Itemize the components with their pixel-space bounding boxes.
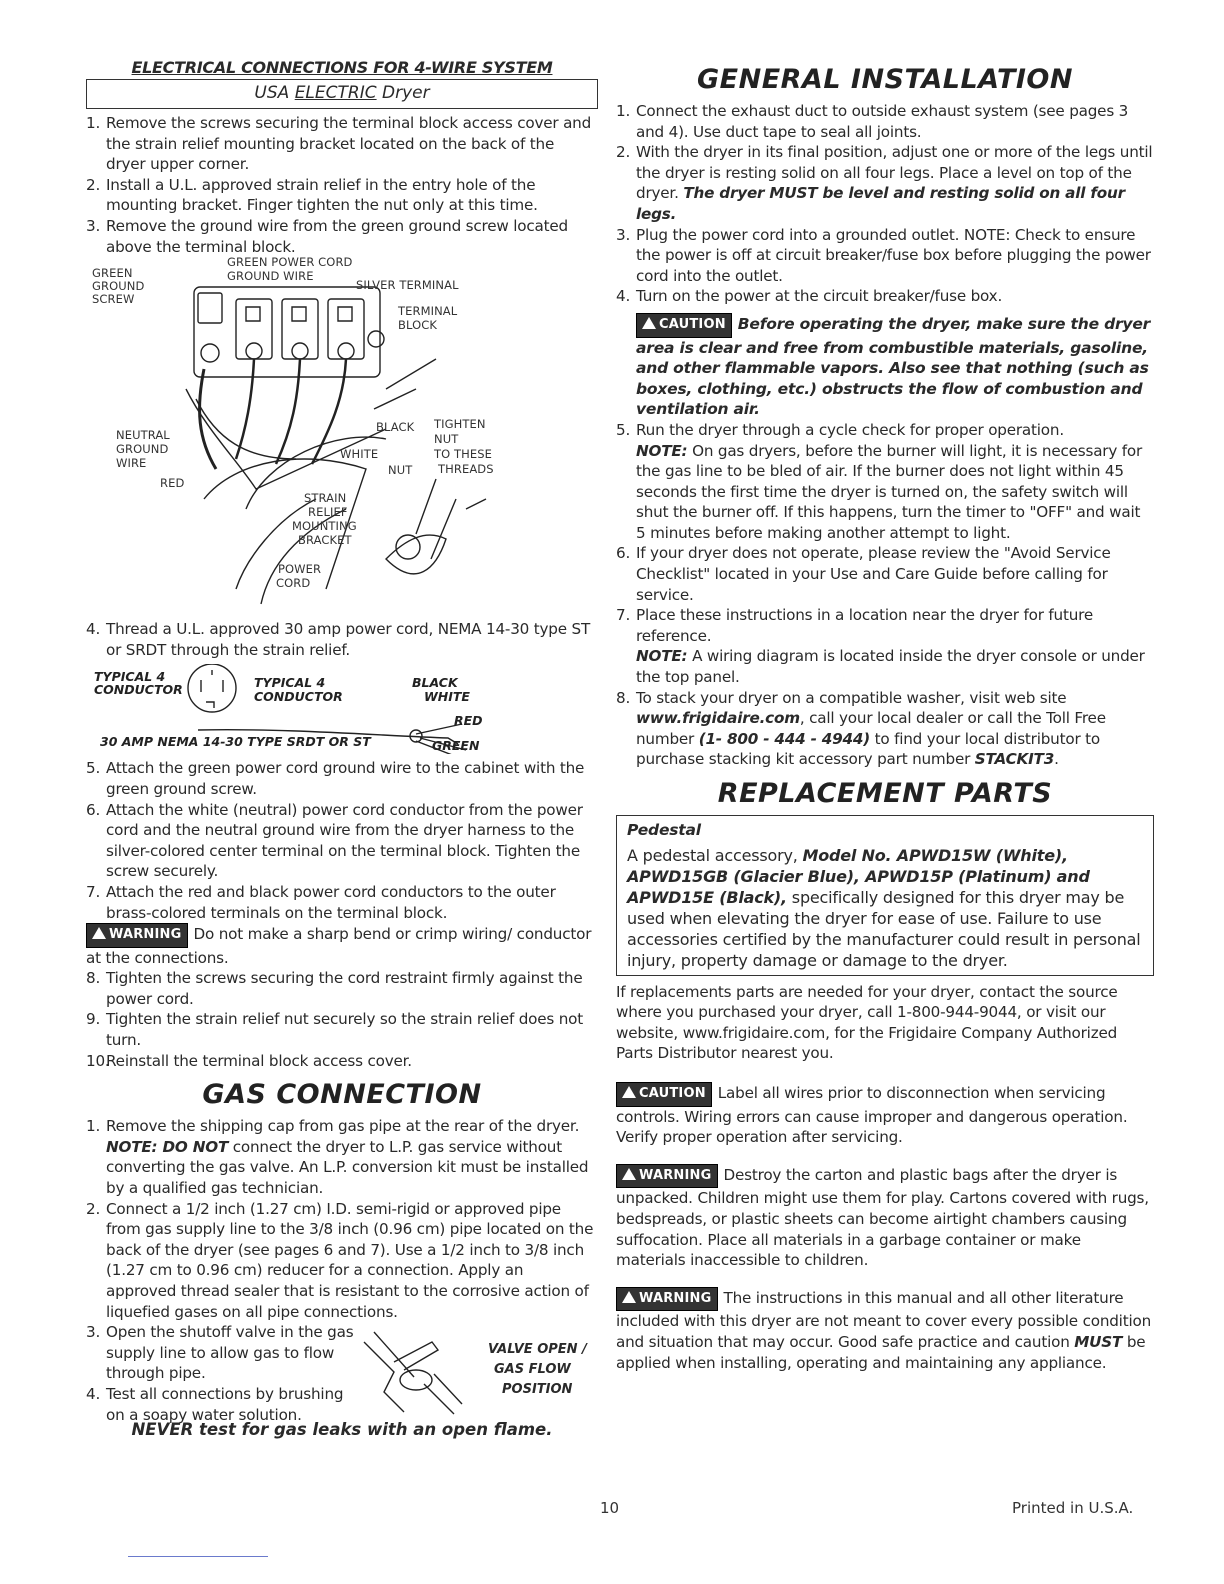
list-item: 6. If your dryer does not operate, please review the "Avoid Service Checklist" located in your Use and Care Guide before calling for service.: [616, 544, 1111, 604]
list-item: 8. To stack your dryer on a compatible washer, visit web site www.frigidaire.com, call your local dealer or call the Toll Free number (1- 800 - 444 - 4944) to find your local distributor to purchase stacking kit accessory part number STACKIT3.: [616, 688, 1106, 769]
caution-triangle-icon: [642, 317, 656, 329]
right-column: [616, 64, 1154, 1389]
list-item: 3. Open the shutoff valve in the gas supply line to allow gas to flow through pipe.: [86, 1323, 354, 1383]
gas-connection-title: GAS CONNECTION: [202, 1079, 482, 1111]
list-item: 1. Connect the exhaust duct to outside exhaust system (see pages 3 and 4). Use duct tape to seal all joints.: [616, 102, 1129, 141]
caution-badge: CAUTION: [636, 313, 732, 338]
list-item: 2. Connect a 1/2 inch (1.27 cm) I.D. semi-rigid or approved pipe from gas supply line to the 3/8 inch (0.96 cm) pipe located on the back of the dryer (see pages 6 and 7). Use a 1/2 inch to 3/8 inch (1.27 cm to 0.96 cm) reducer for a connection. Apply an approved thread sealer that is resistant to the corrosive action of liquefied gases on all pipe connections.: [86, 1199, 594, 1321]
gas-steps: [86, 1116, 598, 1322]
electrical-heading: ELECTRICAL CONNECTIONS FOR 4-WIRE SYSTEM: [131, 58, 553, 77]
replacement-info: If replacements parts are needed for your dryer, contact the source where you purchased your dryer, call 1-800-944-9044, or visit our website, www.frigidaire.com, for the Frigidaire Company Authorized Parts Distributor nearest you.: [616, 982, 1118, 1063]
list-item: 4. Thread a U.L. approved 30 amp power cord, NEMA 14-30 type ST or SRDT through the strain relief.: [86, 620, 591, 659]
warning-triangle-icon: [92, 927, 106, 939]
caution-badge: CAUTION: [616, 1082, 712, 1107]
bottom-rule: [128, 1556, 268, 1557]
list-item: 5. Run the dryer through a cycle check for proper operation. NOTE: On gas dryers, before the burner will light, it is necessary for the gas line to be bled of air. If the burner does not light within 45 seconds the first time the dryer is turned on, the safety switch will shut the burner off. If this happens, turn the timer to "OFF" and wait 5 minutes before making another attempt to light.: [616, 420, 1143, 542]
list-item: 7. Attach the red and black power cord conductors to the outer brass-colored terminals on the terminal block.: [86, 882, 556, 922]
list-item: 8. Tighten the screws securing the cord restraint firmly against the power cord.: [86, 969, 583, 1008]
warning-badge: WARNING: [616, 1164, 718, 1189]
list-item: 1. Remove the shipping cap from gas pipe at the rear of the dryer. NOTE: DO NOT connect the dryer to L.P. gas service without converting the gas valve. An L.P. conversion kit must be installed by a qualified gas technician.: [86, 1117, 589, 1198]
list-item: 2. With the dryer in its final position, adjust one or more of the legs until the dryer is resting solid on all four legs. Place a level on top of the dryer. The dryer MUST be level and resting solid on all four legs.: [616, 143, 1153, 223]
gas-leak-warning: NEVER test for gas leaks with an open flame.: [131, 1420, 553, 1440]
general-warning: WARNING The instructions in this manual and all other literature included with this dryer are not meant to cover every possible condition and situation that may occur. Good safe practice and caution MUST be applied when installing, operating and maintaining any appliance.: [616, 1288, 1151, 1372]
list-item: 2. Install a U.L. approved strain relief in the entry hole of the mounting bracket. Finger tighten the nut only at this time.: [86, 175, 538, 215]
general-steps-1-4: [616, 101, 1154, 307]
warning-badge: WARNING: [616, 1287, 718, 1312]
pedestal-box: Pedestal A pedestal accessory, Model No. APWD15W (White), APWD15GB (Glacier Blue), APWD15P (Platinum) and APWD15E (Black), specifically designed for this dryer may be used when elevating the dryer for ease of use. Failure to use accessories certified by the manufacturer could result in personal injury, property damage or damage to the dryer.: [616, 815, 1154, 976]
list-item: 3. Remove the ground wire from the green ground screw located above the terminal block.: [86, 216, 568, 256]
electrical-steps: [86, 113, 598, 257]
servicing-caution: CAUTION Label all wires prior to disconnection when servicing controls. Wiring errors can cause improper and dangerous operation. Verify proper operation after servicing.: [616, 1083, 1128, 1147]
warning-badge: WARNING: [86, 923, 188, 948]
terminal-block-diagram: GREEN POWER CORD GROUND WIRE GREEN GROUND SCREW SILVER TERMINAL TERMINAL BLOCK NEUTRAL GROUND WIRE RED BLACK WHITE NUT TIGHTEN NUT TO THESE THREADS STRAIN RELIEF MOUNTING BRACKET POWER CORD: [86, 259, 598, 615]
list-item: 10. Reinstall the terminal block access cover.: [86, 1051, 412, 1070]
list-item: 6. Attach the white (neutral) power cord conductor from the power cord and the neutral ground wire from the dryer harness to the silver-colored center terminal on the terminal block. Tighten the screw securely.: [86, 800, 583, 881]
page-number: 10: [600, 1499, 620, 1517]
gas-valve-section: 3. Open the shutoff valve in the gas supply line to allow gas to flow through pipe. 4. Test all connections by brushing on a soapy water solution. VALVE OPEN / GAS FLOW POSITION: [86, 1323, 587, 1424]
electrical-steps-8-10: [86, 968, 598, 1071]
general-installation-title: GENERAL INSTALLATION: [697, 64, 1073, 95]
list-item: 9. Tighten the strain relief nut securely so the strain relief does not turn.: [86, 1010, 584, 1050]
list-item: 7. Place these instructions in a location near the dryer for future reference. NOTE: A wiring diagram is located inside the dryer console or under the top panel.: [616, 606, 1145, 687]
list-item: 4. Turn on the power at the circuit breaker/fuse box.: [616, 287, 1003, 306]
list-item: 1. Remove the screws securing the terminal block access cover and the strain relief mounting bracket located on the back of the dryer upper corner.: [86, 114, 592, 174]
warning-triangle-icon: [622, 1291, 636, 1303]
warning-triangle-icon: [622, 1168, 636, 1180]
electrical-step-4: [86, 619, 598, 660]
carton-warning: WARNING Destroy the carton and plastic bags after the dryer is unpacked. Children might use them for play. Cartons covered with rugs, bedspreads, or plastic sheets can become airtight chambers causing suffocation. Place all materials in a garbage container or make materials inaccessible to children.: [616, 1165, 1149, 1270]
electrical-steps-5-7: [86, 758, 598, 923]
caution-triangle-icon: [622, 1086, 636, 1098]
usa-electric-dryer-box: USA ELECTRIC Dryer: [86, 79, 598, 109]
operating-caution: CAUTION Before operating the dryer, make sure the dryer area is clear and free from combustible materials, gasoline, and other flammable vapors. Also see that nothing (such as boxes, clothing, etc.) obstructs the flow of combustion and ventilation air.: [636, 314, 1151, 419]
power-cord-diagram: TYPICAL 4 CONDUCTOR TYPICAL 4 CONDUCTOR BLACK WHITE RED GREEN 30 AMP NEMA 14-30 TYPE SRDT OR ST: [86, 664, 598, 754]
list-item: 4. Test all connections by brushing on a soapy water solution.: [86, 1384, 344, 1424]
gas-valve-illustration: [354, 1322, 474, 1420]
replacement-parts-title: REPLACEMENT PARTS: [717, 778, 1053, 809]
general-steps-5-8: [616, 420, 1154, 770]
printed-in: Printed in U.S.A.: [1012, 1499, 1134, 1517]
list-item: 5. Attach the green power cord ground wire to the cabinet with the green ground screw.: [86, 759, 585, 798]
wiring-warning: WARNING Do not make a sharp bend or crimp wiring/ conductor at the connections.: [86, 925, 592, 967]
list-item: 3. Plug the power cord into a grounded outlet. NOTE: Check to ensure the power is off at circuit breaker/fuse box before plugging the power cord into the outlet.: [616, 225, 1151, 285]
left-column: [86, 58, 598, 1439]
